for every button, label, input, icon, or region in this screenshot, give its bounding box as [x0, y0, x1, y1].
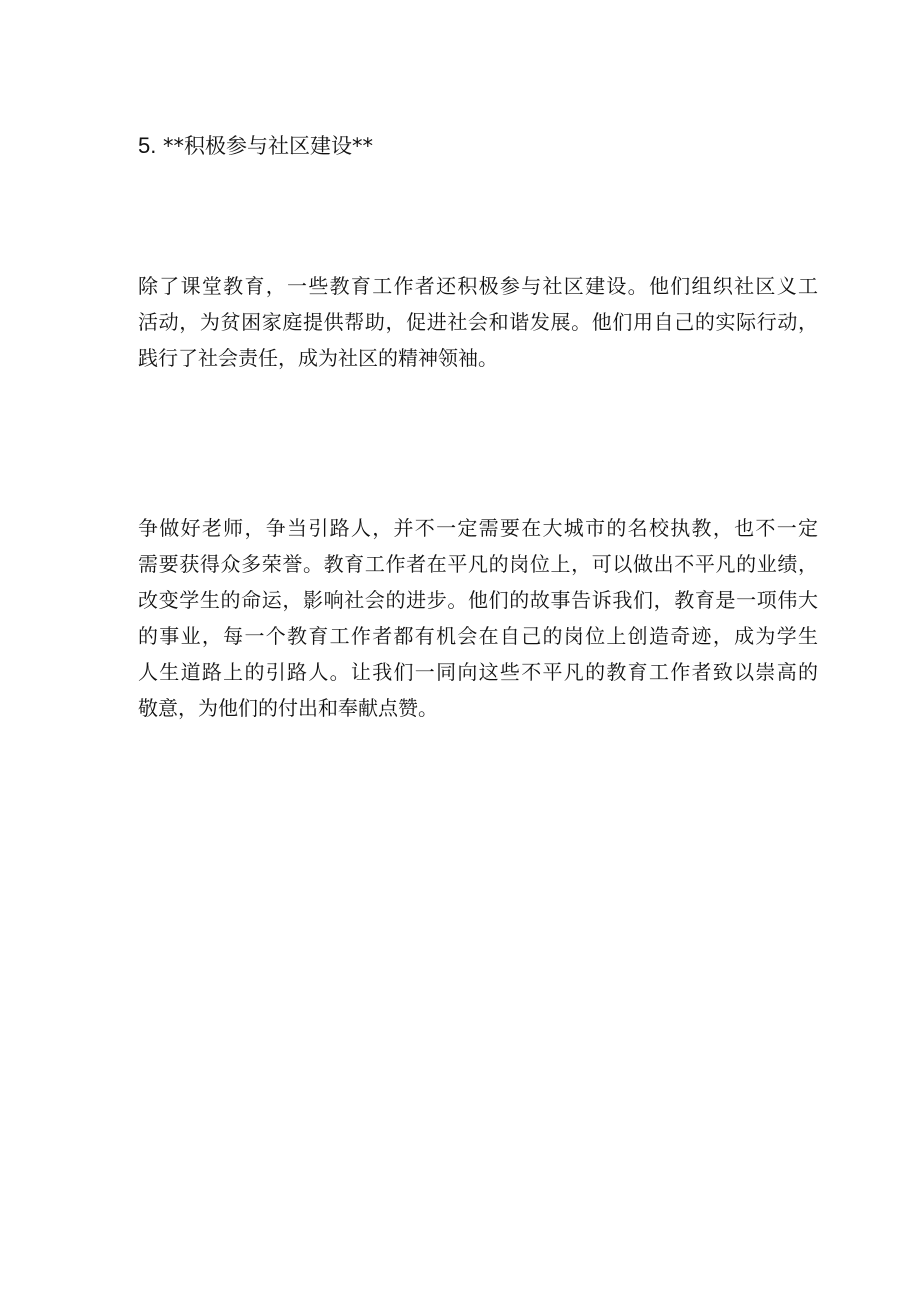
paragraph-line: 人生道路上的引路人。让我们一同向这些不平凡的教育工作者致以崇高的	[138, 660, 818, 684]
paragraph-line: 改变学生的命运，影响社会的进步。他们的故事告诉我们，教育是一项伟大	[138, 588, 818, 612]
section-title: **积极参与社区建设**	[163, 134, 374, 158]
paragraph-line: 除了课堂教育，一些教育工作者还积极参与社区建设。他们组织社区义工	[138, 274, 818, 298]
paragraph-line: 活动，为贫困家庭提供帮助，促进社会和谐发展。他们用自己的实际行动，	[138, 310, 818, 334]
section-heading	[138, 130, 373, 162]
paragraph-line: 需要获得众多荣誉。教育工作者在平凡的岗位上，可以做出不平凡的业绩，	[138, 552, 818, 576]
paragraph-line: 践行了社会责任，成为社区的精神领袖。	[138, 346, 498, 370]
paragraph-line: 争做好老师，争当引路人，并不一定需要在大城市的名校执教，也不一定	[138, 516, 818, 540]
paragraph-line: 敬意，为他们的付出和奉献点赞。	[138, 696, 438, 720]
paragraph-conclusion	[138, 510, 818, 726]
paragraph-line: 的事业，每一个教育工作者都有机会在自己的岗位上创造奇迹，成为学生	[138, 624, 818, 648]
section-number: 5.	[138, 133, 157, 158]
paragraph-community	[138, 268, 818, 376]
